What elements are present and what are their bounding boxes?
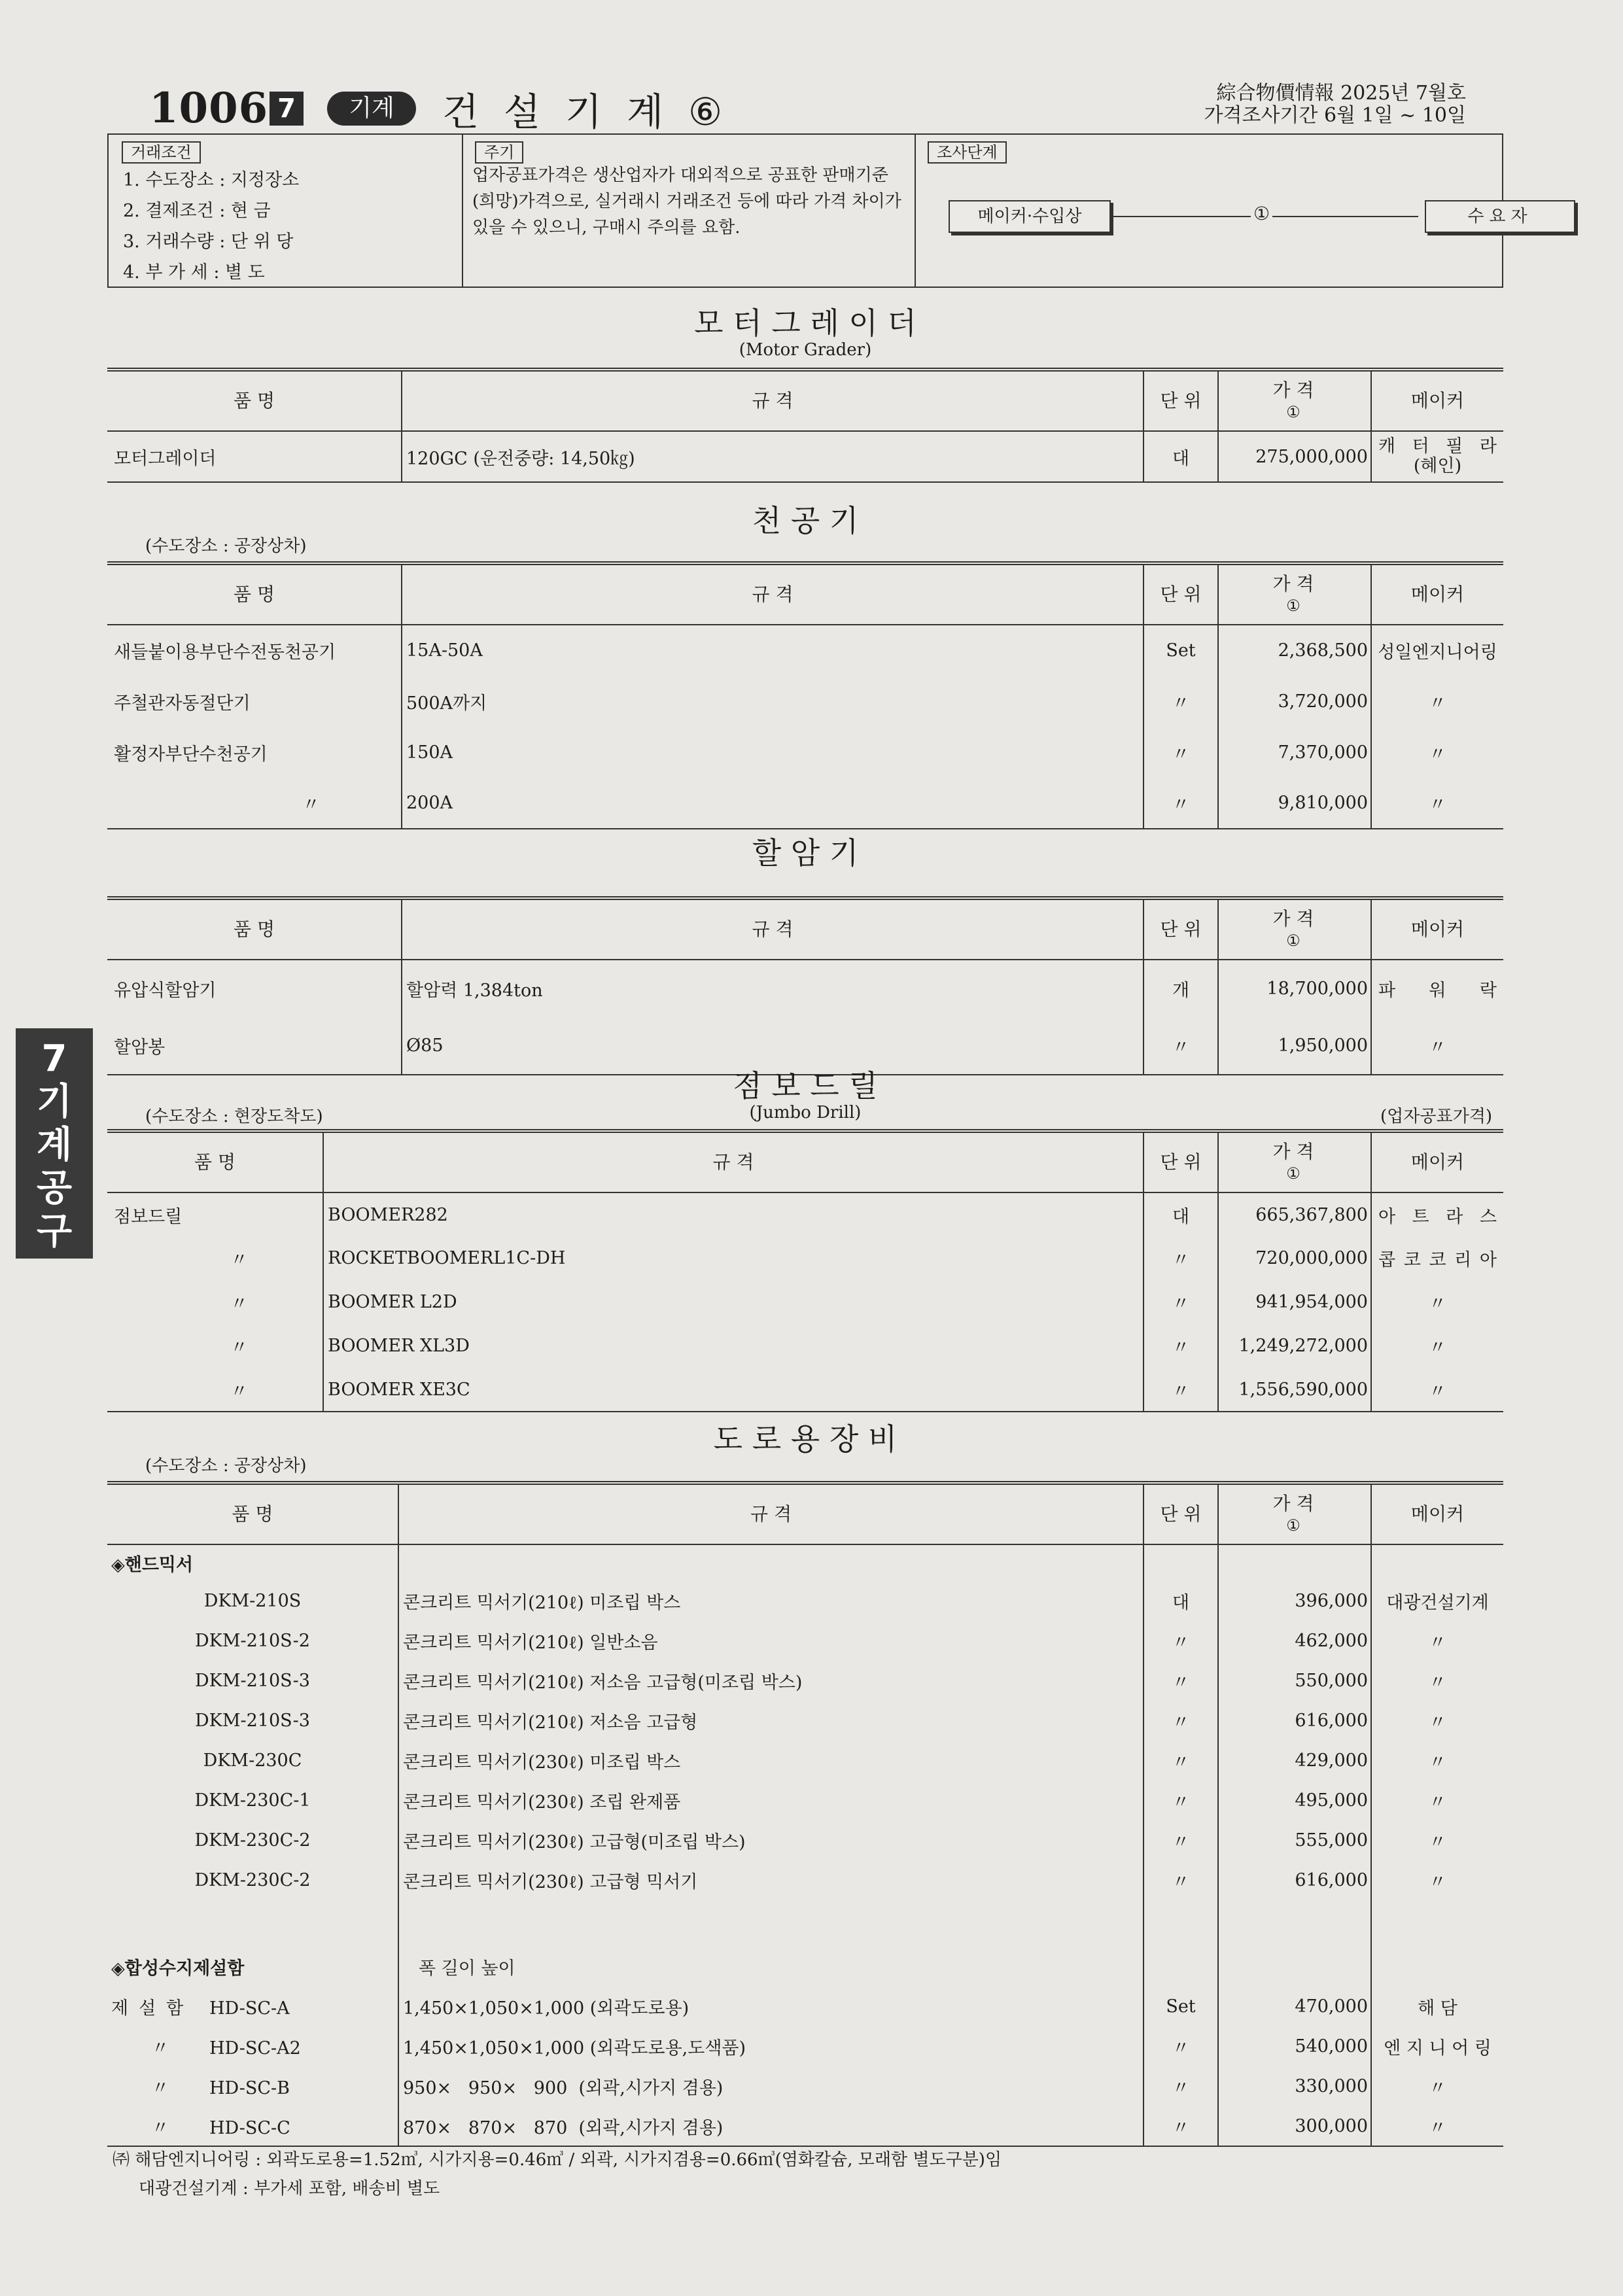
item-spec: BOOMER L2D <box>323 1280 1143 1324</box>
price-mark: ① <box>1286 402 1300 421</box>
item-spec: 콘크리트 믹서기(210ℓ) 저소음 고급형(미조립 박스) <box>398 1661 1143 1701</box>
item-name-text: 점보드릴 <box>114 1206 183 1227</box>
empty-cell <box>1371 1544 1503 1581</box>
item-price: 1,249,272,000 <box>1218 1324 1371 1368</box>
jumbo-drill-table <box>107 1129 1503 1412</box>
chapter-number-box: 7 <box>270 92 304 126</box>
item-maker: 〃 <box>1429 1832 1446 1852</box>
condition-line: 2. 결제조건 : 현 금 <box>123 201 271 221</box>
item-maker: 엔 지 니 어 링 <box>1384 2038 1492 2059</box>
group-row <box>107 1544 1503 1581</box>
table-row <box>107 960 1503 1017</box>
item-unit: 〃 <box>1143 1781 1218 1820</box>
footnote-line: ㈜ 해담엔지니어링 : 외곽도로용=1.52㎥, 시가지용=0.46㎥ / 외곽, 시가지겸용=0.66㎥(염화칼슘, 모래함 별도구분)임 <box>113 2150 1002 2170</box>
table-row <box>107 2106 1503 2146</box>
table-row <box>107 778 1503 829</box>
item-price: 7,370,000 <box>1218 727 1371 778</box>
item-unit: 〃 <box>1143 727 1218 778</box>
item-maker: 〃 <box>1429 744 1446 765</box>
item-maker <box>1371 1236 1503 1280</box>
footnote-line: 대광건설기계 : 부가세 포함, 배송비 별도 <box>139 2179 440 2199</box>
item-maker: 〃 <box>1429 1752 1446 1773</box>
group-dimension-header: 폭 길이 높이 <box>398 1946 1143 1987</box>
splitter-table <box>107 896 1503 1075</box>
table-header-row <box>107 563 1503 625</box>
item-price: 300,000 <box>1218 2106 1371 2146</box>
item-maker <box>1371 431 1503 482</box>
col-name: 품 명 <box>107 563 402 625</box>
item-maker: 〃 <box>1371 1368 1503 1412</box>
condition-line: 3. 거래수량 : 단 위 당 <box>123 232 294 252</box>
item-unit: 대 <box>1143 431 1218 482</box>
item-maker: 〃 <box>1371 2106 1503 2146</box>
item-unit: 〃 <box>1143 1860 1218 1900</box>
item-price: 18,700,000 <box>1218 960 1371 1017</box>
col-maker: 메이커 <box>1371 1131 1503 1192</box>
item-name-model <box>107 1987 398 2026</box>
item-model: DKM-230C-1 <box>107 1781 398 1820</box>
category-pill: 기계 <box>327 92 416 126</box>
jumbo-drill-price-type: (업자공표가격) <box>1380 1107 1492 1126</box>
price-label: 가 격 <box>1272 1492 1314 1514</box>
item-spec: 15A-50A <box>402 625 1143 676</box>
item-model: HD-SC-B <box>209 2078 290 2098</box>
item-model: DKM-210S-3 <box>107 1701 398 1741</box>
item-name: 〃 <box>107 1280 323 1324</box>
item-unit: 〃 <box>1143 2066 1218 2106</box>
item-unit: 〃 <box>1143 2026 1218 2066</box>
maker-name: 아 트 라 스 <box>1378 1206 1497 1227</box>
maker-name: 콥 코 코 리 아 <box>1378 1250 1497 1270</box>
col-maker: 메이커 <box>1371 563 1503 625</box>
side-tab-number: 7 <box>41 1037 67 1080</box>
item-spec: 120GC (운전중량: 14,50㎏) <box>402 431 1143 482</box>
item-spec: 950× 950× 900 (외곽,시가지 겸용) <box>398 2066 1143 2106</box>
item-spec: 콘크리트 믹서기(230ℓ) 고급형 믹서기 <box>398 1860 1143 1900</box>
item-name <box>107 1192 323 1236</box>
table-row <box>107 1860 1503 1900</box>
item-spec: ROCKETBOOMERL1C-DH <box>323 1236 1143 1280</box>
item-price: 540,000 <box>1218 2026 1371 2066</box>
item-price: 550,000 <box>1218 1661 1371 1701</box>
item-name-text: 모터그레이더 <box>114 448 217 469</box>
table-row <box>107 1621 1503 1661</box>
empty-cell <box>398 1544 1143 1581</box>
chapter-side-tab <box>16 1028 93 1259</box>
col-spec: 규 격 <box>402 370 1143 431</box>
stage-maker-box: 메이커·수입상 <box>949 200 1111 233</box>
group-snow-box: ◈합성수지제설함 <box>107 1946 398 1987</box>
col-name: 품 명 <box>107 898 402 960</box>
item-model: HD-SC-C <box>209 2117 290 2138</box>
item-spec: 콘크리트 믹서기(230ℓ) 고급형(미조립 박스) <box>398 1820 1143 1860</box>
survey-stage-tag: 조사단계 <box>928 141 1007 164</box>
item-name: 〃 <box>107 1368 323 1412</box>
item-maker <box>1371 960 1503 1017</box>
item-name-text: 새들붙이용부단수전동천공기 <box>114 642 336 663</box>
item-spec: 콘크리트 믹서기(210ℓ) 일반소음 <box>398 1621 1143 1661</box>
trade-conditions-tag: 거래조건 <box>122 141 201 164</box>
publication-info <box>1204 82 1466 127</box>
price-label: 가 격 <box>1272 379 1314 401</box>
item-price: 275,000,000 <box>1218 431 1371 482</box>
page-number: 1006 <box>149 84 269 133</box>
item-maker: 〃 <box>1429 1792 1446 1813</box>
item-unit: 〃 <box>1143 1236 1218 1280</box>
table-header-row <box>107 898 1503 960</box>
maker-name: 캐 터 필 라 <box>1378 436 1497 457</box>
item-maker: 〃 <box>1429 1633 1446 1653</box>
col-unit: 단 위 <box>1143 370 1218 431</box>
section-title: 건설기계⑥ <box>442 90 748 134</box>
group-row <box>107 1946 1503 1987</box>
col-maker: 메이커 <box>1371 898 1503 960</box>
item-name <box>107 676 402 727</box>
publication-name: 綜合物價情報 2025년 7월호 <box>1216 82 1466 105</box>
col-unit: 단 위 <box>1143 1131 1218 1192</box>
item-unit: 개 <box>1143 960 1218 1017</box>
item-price: 720,000,000 <box>1218 1236 1371 1280</box>
item-price: 462,000 <box>1218 1621 1371 1661</box>
price-label: 가 격 <box>1272 572 1314 595</box>
empty-cell <box>1218 1946 1371 1987</box>
empty-cell <box>1143 1946 1218 1987</box>
item-price: 616,000 <box>1218 1701 1371 1741</box>
item-unit: 대 <box>1143 1192 1218 1236</box>
item-name: 〃 <box>107 778 402 829</box>
item-spec: 200A <box>402 778 1143 829</box>
item-price: 429,000 <box>1218 1741 1371 1781</box>
item-unit: 대 <box>1143 1581 1218 1621</box>
item-price: 470,000 <box>1218 1987 1371 2026</box>
item-unit: 〃 <box>1143 1741 1218 1781</box>
table-row <box>107 1987 1503 2026</box>
road-equipment-table <box>107 1481 1503 2147</box>
table-row <box>107 1741 1503 1781</box>
table-row <box>107 1236 1503 1280</box>
table-row <box>107 431 1503 482</box>
item-price: 665,367,800 <box>1218 1192 1371 1236</box>
road-equipment-heading: 도 로 용 장 비 <box>713 1421 898 1457</box>
item-spec: BOOMER282 <box>323 1192 1143 1236</box>
group-hand-mixer: ◈핸드믹서 <box>107 1544 398 1581</box>
survey-period: 가격조사기간 6월 1일 ~ 10일 <box>1204 104 1466 127</box>
splitter-heading: 할 암 기 <box>752 835 859 871</box>
item-spec: 1,450×1,050×1,000 (외곽도로용,도색품) <box>398 2026 1143 2066</box>
col-price <box>1218 370 1371 431</box>
maker-distributor: (혜인) <box>1413 456 1462 476</box>
item-name <box>107 431 402 482</box>
item-price: 3,720,000 <box>1218 676 1371 727</box>
col-price <box>1218 1483 1371 1544</box>
item-unit: 〃 <box>1143 1017 1218 1075</box>
empty-cell <box>1218 1900 1371 1946</box>
drill-delivery: (수도장소 : 공장상차) <box>145 536 307 556</box>
conditions-box <box>107 133 1533 288</box>
table-header-row <box>107 370 1503 431</box>
item-maker: 〃 <box>1429 1872 1446 1892</box>
item-price: 495,000 <box>1218 1781 1371 1820</box>
item-name <box>107 727 402 778</box>
col-unit: 단 위 <box>1143 1483 1218 1544</box>
item-price: 555,000 <box>1218 1820 1371 1860</box>
item-maker <box>1371 1192 1503 1236</box>
item-unit: 〃 <box>1143 1368 1218 1412</box>
item-unit: 〃 <box>1143 1661 1218 1701</box>
item-spec: 할암력 1,384ton <box>402 960 1143 1017</box>
empty-cell <box>1371 1946 1503 1987</box>
col-maker: 메이커 <box>1371 370 1503 431</box>
item-unit: 〃 <box>1143 676 1218 727</box>
col-unit: 단 위 <box>1143 898 1218 960</box>
item-name <box>107 1017 402 1075</box>
item-name <box>107 960 402 1017</box>
item-name: 제설함 <box>111 1998 194 2019</box>
item-name-text: 유압식할암기 <box>114 981 217 1001</box>
drill-table <box>107 561 1503 829</box>
drill-heading: 천 공 기 <box>752 503 859 538</box>
table-row <box>107 1368 1503 1412</box>
empty-cell <box>1371 1900 1503 1946</box>
item-maker: 성일엔지니어링 <box>1378 642 1497 663</box>
table-row <box>107 1701 1503 1741</box>
item-spec: 콘크리트 믹서기(230ℓ) 미조립 박스 <box>398 1741 1143 1781</box>
price-mark: ① <box>1286 1164 1300 1183</box>
item-name-text: 할암봉 <box>114 1037 166 1058</box>
jumbo-drill-heading: 점 보 드 릴 <box>733 1068 878 1104</box>
table-row <box>107 625 1503 676</box>
item-unit: 〃 <box>1143 1324 1218 1368</box>
item-price: 396,000 <box>1218 1581 1371 1621</box>
item-model: DKM-210S <box>107 1581 398 1621</box>
item-model: DKM-210S-2 <box>107 1621 398 1661</box>
trade-conditions <box>109 135 463 287</box>
table-row <box>107 1324 1503 1368</box>
item-maker: 〃 <box>1371 1017 1503 1075</box>
condition-line: 1. 수도장소 : 지정장소 <box>123 170 300 190</box>
item-name-text: 주철관자동절단기 <box>114 693 251 714</box>
road-equipment-delivery: (수도장소 : 공장상차) <box>145 1456 307 1476</box>
empty-cell <box>1218 1544 1371 1581</box>
item-unit: 〃 <box>1143 1621 1218 1661</box>
table-row <box>107 1581 1503 1621</box>
item-spec: BOOMER XE3C <box>323 1368 1143 1412</box>
col-price <box>1218 1131 1371 1192</box>
motor-grader-subtitle: (Motor Grader) <box>739 340 872 360</box>
col-name: 품 명 <box>107 370 402 431</box>
empty-cell <box>398 1900 1143 1946</box>
price-mark: ① <box>1286 596 1300 615</box>
price-label: 가 격 <box>1272 907 1314 930</box>
item-name-model <box>107 2066 398 2106</box>
price-mark: ① <box>1286 1516 1300 1535</box>
item-unit: 〃 <box>1143 1701 1218 1741</box>
col-maker: 메이커 <box>1371 1483 1503 1544</box>
item-maker: 대광건설기계 <box>1386 1593 1489 1613</box>
item-maker: 해 담 <box>1418 1998 1457 2019</box>
item-spec: Ø85 <box>402 1017 1143 1075</box>
price-label: 가 격 <box>1272 1140 1314 1162</box>
item-price: 1,950,000 <box>1218 1017 1371 1075</box>
motor-grader-table <box>107 368 1503 483</box>
item-price: 1,556,590,000 <box>1218 1368 1371 1412</box>
item-maker: 〃 <box>1429 1673 1446 1693</box>
item-name: 〃 <box>151 2117 169 2138</box>
spacer-row <box>107 1900 1503 1946</box>
item-name-model <box>107 2106 398 2146</box>
notice-column <box>462 135 916 287</box>
col-name: 품 명 <box>107 1131 323 1192</box>
item-spec: 500A까지 <box>402 676 1143 727</box>
item-spec: 150A <box>402 727 1143 778</box>
item-price: 941,954,000 <box>1218 1280 1371 1324</box>
item-unit: 〃 <box>1143 778 1218 829</box>
price-mark: ① <box>1286 931 1300 950</box>
item-price: 616,000 <box>1218 1860 1371 1900</box>
item-spec: 870× 870× 870 (외곽,시가지 겸용) <box>398 2106 1143 2146</box>
item-spec: 콘크리트 믹서기(210ℓ) 저소음 고급형 <box>398 1701 1143 1741</box>
col-price <box>1218 898 1371 960</box>
item-model: HD-SC-A2 <box>209 2038 301 2059</box>
table-row <box>107 676 1503 727</box>
item-name-model <box>107 2026 398 2066</box>
table-row <box>107 1661 1503 1701</box>
empty-cell <box>1143 1900 1218 1946</box>
item-maker: 〃 <box>1429 1713 1446 1733</box>
col-spec: 규 격 <box>398 1483 1143 1544</box>
item-model: DKM-230C-2 <box>107 1860 398 1900</box>
table-row <box>107 2066 1503 2106</box>
col-spec: 규 격 <box>402 563 1143 625</box>
item-name: 〃 <box>151 2038 169 2059</box>
item-price: 9,810,000 <box>1218 778 1371 829</box>
item-spec: 콘크리트 믹서기(230ℓ) 조립 완제품 <box>398 1781 1143 1820</box>
col-unit: 단 위 <box>1143 563 1218 625</box>
item-name: 〃 <box>107 1324 323 1368</box>
table-row <box>107 2026 1503 2066</box>
notice-text: 업자공표가격은 생산업자가 대외적으로 공표한 판매기준(희망)가격으로, 실거래시 거래조건 등에 따라 가격 차이가 있을 수 있으니, 구매시 주의를 요함. <box>472 165 901 237</box>
item-model: DKM-230C <box>107 1741 398 1781</box>
item-spec: BOOMER XL3D <box>323 1324 1143 1368</box>
col-spec: 규 격 <box>323 1131 1143 1192</box>
item-maker: 〃 <box>1371 778 1503 829</box>
notice-tag: 주기 <box>475 141 523 164</box>
jumbo-drill-delivery: (수도장소 : 현장도착도) <box>145 1107 323 1126</box>
table-row <box>107 1820 1503 1860</box>
table-row <box>107 1781 1503 1820</box>
item-name-text: 활정자부단수천공기 <box>114 744 268 765</box>
maker-name: 파 워 락 <box>1378 981 1497 1001</box>
table-row <box>107 1192 1503 1236</box>
item-name <box>107 625 402 676</box>
jumbo-drill-subtitle: (Jumbo Drill) <box>749 1103 862 1122</box>
survey-stage <box>915 135 1533 287</box>
item-model: DKM-230C-2 <box>107 1820 398 1860</box>
item-maker: 〃 <box>1429 1294 1446 1314</box>
item-unit: 〃 <box>1143 1280 1218 1324</box>
item-spec: 1,450×1,050×1,000 (외곽도로용) <box>398 1987 1143 2026</box>
item-maker: 〃 <box>1429 2078 1446 2098</box>
table-row <box>107 1280 1503 1324</box>
item-unit: 〃 <box>1143 1820 1218 1860</box>
item-model: HD-SC-A <box>209 1998 290 2019</box>
item-price: 2,368,500 <box>1218 625 1371 676</box>
table-row <box>107 1017 1503 1075</box>
col-price <box>1218 563 1371 625</box>
col-name: 품 명 <box>107 1483 398 1544</box>
empty-cell <box>1143 1544 1218 1581</box>
stage-mark: ① <box>1251 203 1272 224</box>
col-spec: 규 격 <box>402 898 1143 960</box>
item-model: DKM-210S-3 <box>107 1661 398 1701</box>
footnotes <box>113 2146 1002 2203</box>
stage-buyer-box: 수요자 <box>1425 200 1575 233</box>
item-name: 〃 <box>151 2078 169 2098</box>
table-row <box>107 727 1503 778</box>
table-header-row <box>107 1131 1503 1192</box>
side-tab-label: 기계공구 <box>36 1081 73 1253</box>
item-price: 330,000 <box>1218 2066 1371 2106</box>
item-spec: 콘크리트 믹서기(210ℓ) 미조립 박스 <box>398 1581 1143 1621</box>
item-maker: 〃 <box>1429 1338 1446 1358</box>
item-unit: Set <box>1143 625 1218 676</box>
trade-conditions-list <box>123 165 299 288</box>
motor-grader-heading: 모 터 그 레 이 더 <box>694 305 916 341</box>
table-header-row <box>107 1483 1503 1544</box>
empty-cell <box>107 1900 398 1946</box>
item-maker: 〃 <box>1429 693 1446 714</box>
item-unit: 〃 <box>1143 2106 1218 2146</box>
item-unit: Set <box>1143 1987 1218 2026</box>
condition-line: 4. 부 가 세 : 별 도 <box>123 262 265 283</box>
item-name: 〃 <box>107 1236 323 1280</box>
